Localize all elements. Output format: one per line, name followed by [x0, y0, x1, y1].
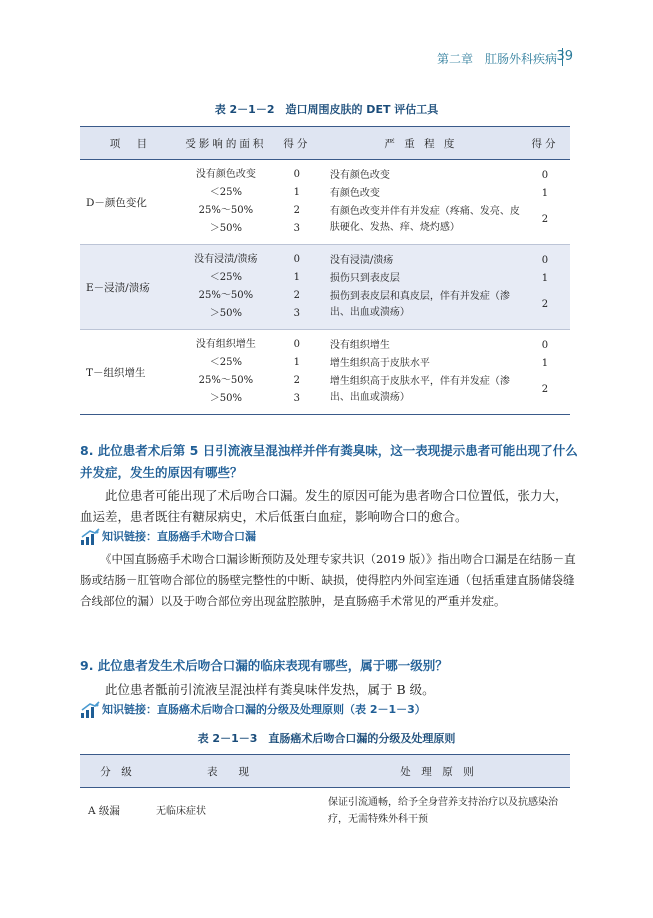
score-value: 2	[293, 290, 301, 301]
category-cell: T－组织增生	[80, 330, 180, 415]
table-row	[80, 330, 570, 415]
category-cell: E－浸渍/溃疡	[80, 245, 180, 330]
area-item: ＜25%	[209, 187, 242, 198]
score-value: 3	[293, 308, 301, 319]
area-item: ＞50%	[209, 308, 242, 319]
score-value: 1	[541, 188, 549, 199]
area-item: ＞50%	[209, 223, 242, 234]
area-item: ＞50%	[209, 393, 242, 404]
leak-table-header-row	[80, 755, 570, 788]
severity-list	[330, 246, 520, 328]
col-header-principle: 处 理 原 则	[304, 755, 570, 788]
score-value: 2	[293, 375, 301, 386]
score-value: 1	[293, 357, 301, 368]
area-item: 25%～50%	[198, 205, 254, 216]
det-table-header-row	[80, 127, 570, 160]
severity-list	[330, 161, 520, 243]
col-header-score: 得分	[272, 127, 322, 160]
severity-item: 有颜色改变	[329, 188, 380, 199]
knowledge-link-title: 知识链接：直肠癌术后吻合口漏的分级及处理原则（表 2－1－3）	[102, 703, 426, 716]
table-row	[80, 160, 570, 245]
question-9-title: 9. 此位患者发生术后吻合口漏的临床表现有哪些，属于哪一级别？	[80, 658, 448, 673]
severity-score-list	[520, 161, 570, 243]
area-item: 没有浸渍/溃疡	[194, 254, 258, 265]
score-value: 3	[293, 393, 301, 404]
score-value: 0	[541, 255, 549, 266]
det-table	[80, 126, 570, 415]
area-list	[180, 160, 272, 244]
col-header-severity: 严 重 程 度	[322, 127, 520, 160]
area-list	[180, 330, 272, 414]
running-header: 第二章 肛肠外科疾病	[436, 52, 557, 66]
table-row	[80, 788, 570, 835]
score-value: 2	[541, 214, 549, 225]
score-value: 1	[293, 187, 301, 198]
score-value: 2	[541, 299, 549, 310]
severity-item: 增生组织高于皮肤水平，伴有并发症（渗出、出血或溃疡）	[329, 376, 510, 403]
table1-caption: 表 2－1－2 造口周围皮肤的 DET 评估工具	[214, 103, 439, 116]
area-item: 25%～50%	[198, 375, 254, 386]
area-score-list	[272, 160, 322, 244]
score-value: 2	[541, 384, 549, 395]
severity-item: 没有浸渍/溃疡	[329, 255, 394, 266]
col-header-presentation: 表 现	[152, 755, 304, 788]
grade-cell: A 级漏	[88, 804, 120, 817]
score-value: 0	[541, 170, 549, 181]
severity-item: 没有组织增生	[329, 340, 390, 351]
area-score-list	[272, 245, 322, 329]
presentation-cell: 无临床症状	[156, 805, 206, 817]
col-header-grade: 分 级	[80, 755, 152, 788]
severity-item: 有颜色改变并伴有并发症（疼痛、发亮、皮肤硬化、发热、痒、烧灼感）	[329, 206, 520, 233]
col-header-score2: 得分	[520, 127, 570, 160]
area-item: 没有组织增生	[195, 339, 256, 350]
question-9-answer: 此位患者骶前引流液呈混浊样有粪臭味伴发热，属于 B 级。	[105, 682, 435, 697]
score-value: 0	[293, 169, 301, 180]
score-value: 1	[541, 273, 549, 284]
category-cell: D－颜色变化	[80, 160, 180, 245]
question-8-title: 8. 此位患者术后第 5 日引流液呈混浊样并伴有粪臭味，这一表现提示患者可能出现了什么并发症，发生的原因有哪些？	[80, 443, 578, 480]
knowledge-link-title: 知识链接：直肠癌手术吻合口漏	[102, 530, 256, 543]
score-value: 3	[293, 223, 301, 234]
col-header-area: 受影响的面积	[180, 127, 272, 160]
table2-caption: 表 2－1－3 直肠癌术后吻合口漏的分级及处理原则	[197, 732, 456, 745]
severity-item: 损伤只到表皮层	[329, 273, 400, 284]
area-item: 25%～50%	[198, 290, 254, 301]
page-number: 39	[556, 49, 573, 64]
severity-list	[330, 331, 520, 413]
score-value: 0	[541, 340, 549, 351]
area-list	[180, 245, 272, 329]
principle-cell: 保证引流通畅，给予全身营养支持治疗以及抗感染治疗，无需特殊外科干预	[328, 797, 558, 825]
severity-score-list	[520, 331, 570, 413]
severity-item: 增生组织高于皮肤水平	[329, 358, 430, 369]
knowledge-link-9	[80, 700, 426, 720]
question-8-answer: 此位患者可能出现了术后吻合口漏。发生的原因可能为患者吻合口位置低，张力大，血运差，患者既往有糖尿病史，术后低蛋白血症，影响吻合口的愈合。	[80, 488, 568, 524]
score-value: 1	[293, 272, 301, 283]
area-item: ＜25%	[209, 357, 242, 368]
severity-score-list	[520, 246, 570, 328]
score-value: 0	[293, 254, 301, 265]
knowledge-link-text: 《中国直肠癌手术吻合口漏诊断预防及处理专家共识（2019 版）》指出吻合口漏是在结肠－直肠或结肠－肛管吻合部位的肠壁完整性的中断、缺损，使得腔内外间室连通（包括重建直肠储袋缝合线部位的漏）以及于吻合部位旁出现盆腔脓肿，是直肠癌手术常见的严重并发症。	[80, 552, 576, 608]
leak-grade-table	[80, 754, 570, 834]
area-item: 没有颜色改变	[195, 169, 256, 180]
score-value: 1	[541, 358, 549, 369]
severity-item: 没有颜色改变	[329, 170, 390, 181]
score-value: 0	[293, 339, 301, 350]
table-row	[80, 245, 570, 330]
col-header-item: 项 目	[80, 127, 180, 160]
area-item: ＜25%	[209, 272, 242, 283]
knowledge-link-icon	[80, 701, 100, 719]
severity-item: 损伤到表皮层和真皮层，伴有并发症（渗出、出血或溃疡）	[329, 291, 510, 318]
score-value: 2	[293, 205, 301, 216]
knowledge-link-icon	[80, 528, 100, 546]
knowledge-link-8	[80, 527, 256, 547]
area-score-list	[272, 330, 322, 414]
